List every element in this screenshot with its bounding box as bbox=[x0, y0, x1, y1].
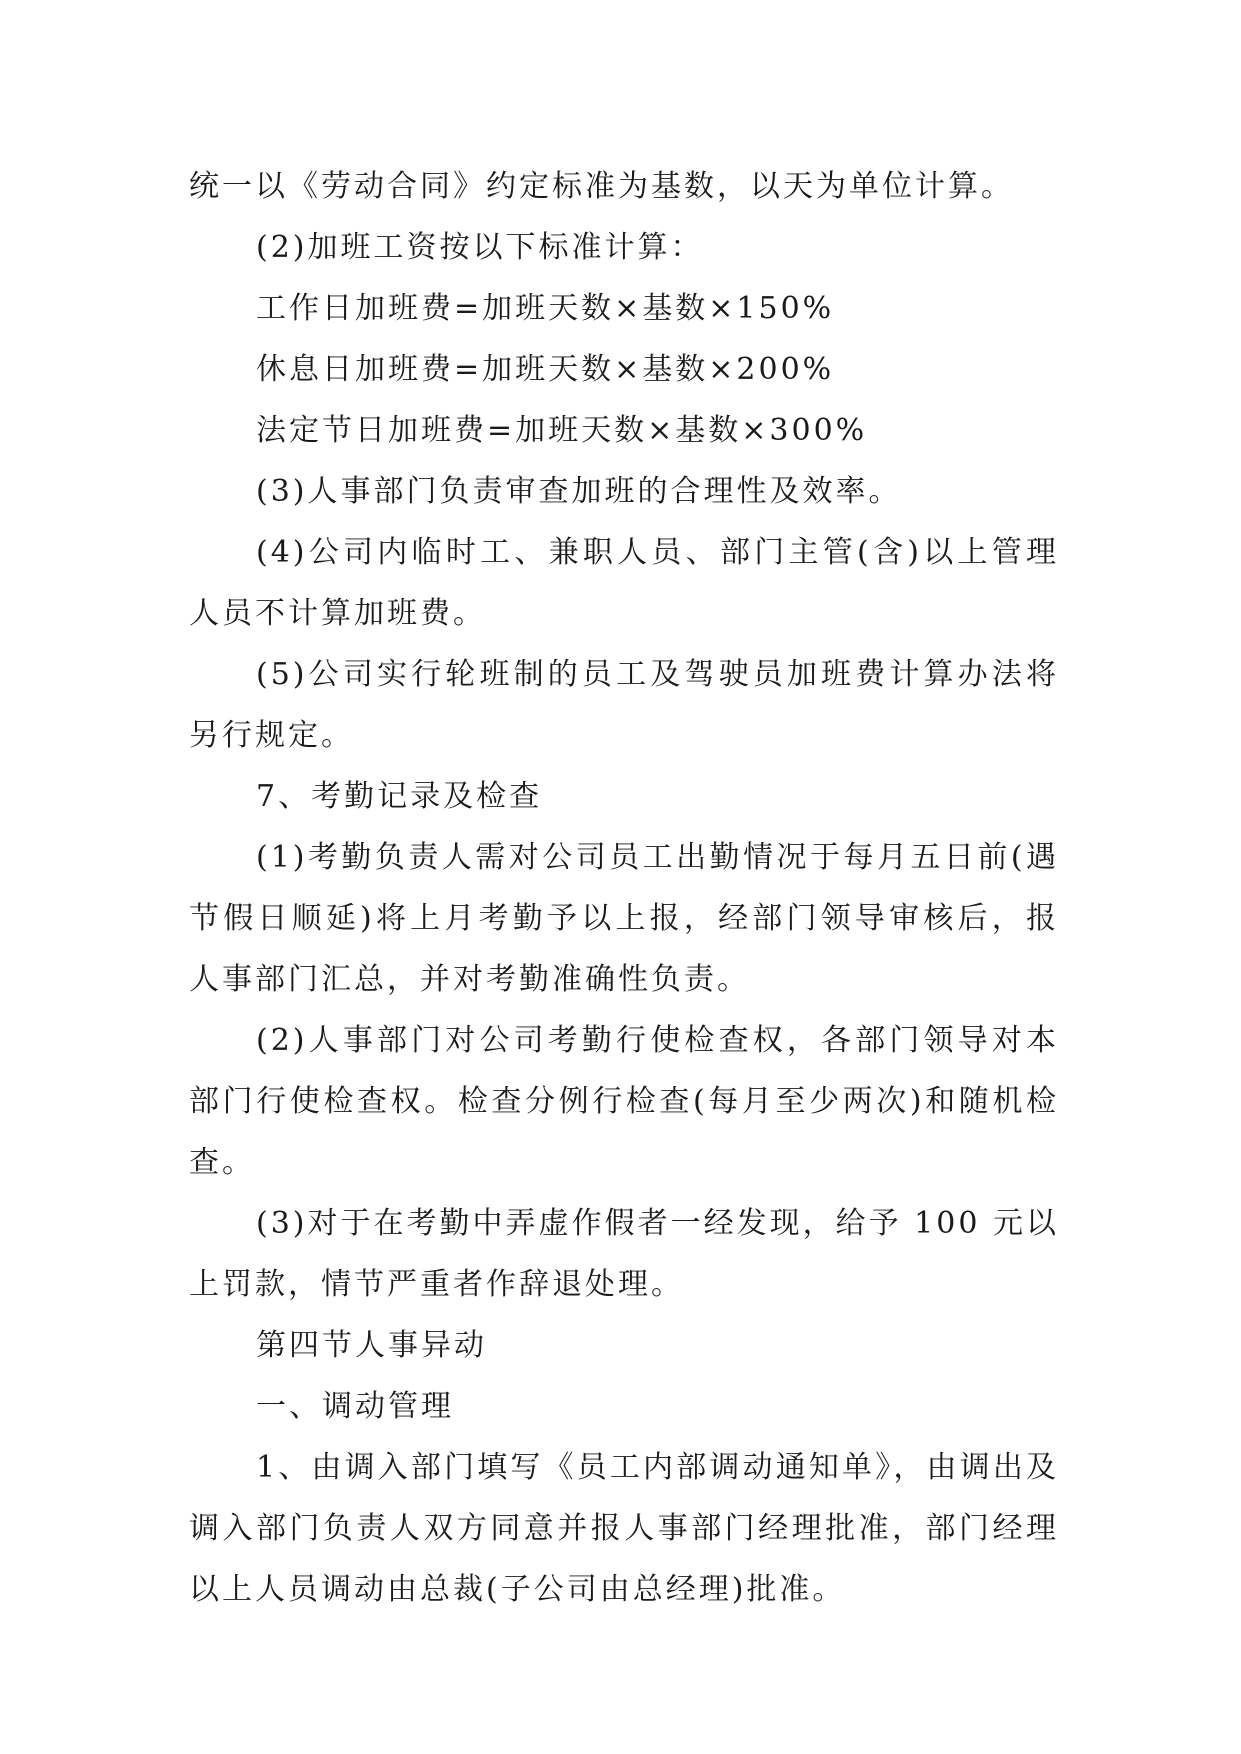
paragraph-holiday-overtime: 法定节日加班费=加班天数×基数×300% bbox=[256, 413, 868, 448]
paragraph-restday-overtime: 休息日加班费=加班天数×基数×200% bbox=[256, 352, 835, 387]
paragraph-base-calculation: 统一以《劳动合同》约定标准为基数，以天为单位计算。 bbox=[189, 169, 1014, 204]
paragraph-shift-rules: (5)公司实行轮班制的员工及驾驶员加班费计算办法将另行规定。 bbox=[189, 657, 1059, 753]
section-heading-personnel-changes: 第四节人事异动 bbox=[256, 1328, 487, 1363]
subsection-heading-transfer: 一、调动管理 bbox=[256, 1389, 454, 1424]
paragraph-attendance-penalty: (3)对于在考勤中弄虚作假者一经发现，给予 100 元以上罚款，情节严重者作辞退处理。 bbox=[189, 1206, 1059, 1302]
document-body bbox=[189, 156, 1059, 1620]
section-heading-attendance: 7、考勤记录及检查 bbox=[256, 779, 543, 814]
paragraph-transfer-procedure: 1、由调入部门填写《员工内部调动通知单》，由调出及调入部门负责人双方同意并报人事部门经理批准，部门经理以上人员调动由总裁(子公司由总经理)批准。 bbox=[189, 1450, 1059, 1607]
paragraph-overtime-standard: (2)加班工资按以下标准计算： bbox=[256, 230, 704, 265]
paragraph-hr-review: (3)人事部门负责审查加班的合理性及效率。 bbox=[256, 474, 902, 509]
paragraph-attendance-inspection: (2)人事部门对公司考勤行使检查权，各部门领导对本部门行使检查权。检查分例行检查(每月至少两次)和随机检查。 bbox=[189, 1023, 1059, 1180]
paragraph-exclusions: (4)公司内临时工、兼职人员、部门主管(含)以上管理人员不计算加班费。 bbox=[189, 535, 1059, 631]
paragraph-attendance-report: (1)考勤负责人需对公司员工出勤情况于每月五日前(遇节假日顺延)将上月考勤予以上报，经部门领导审核后，报人事部门汇总，并对考勤准确性负责。 bbox=[189, 840, 1059, 997]
paragraph-workday-overtime: 工作日加班费=加班天数×基数×150% bbox=[256, 291, 835, 326]
